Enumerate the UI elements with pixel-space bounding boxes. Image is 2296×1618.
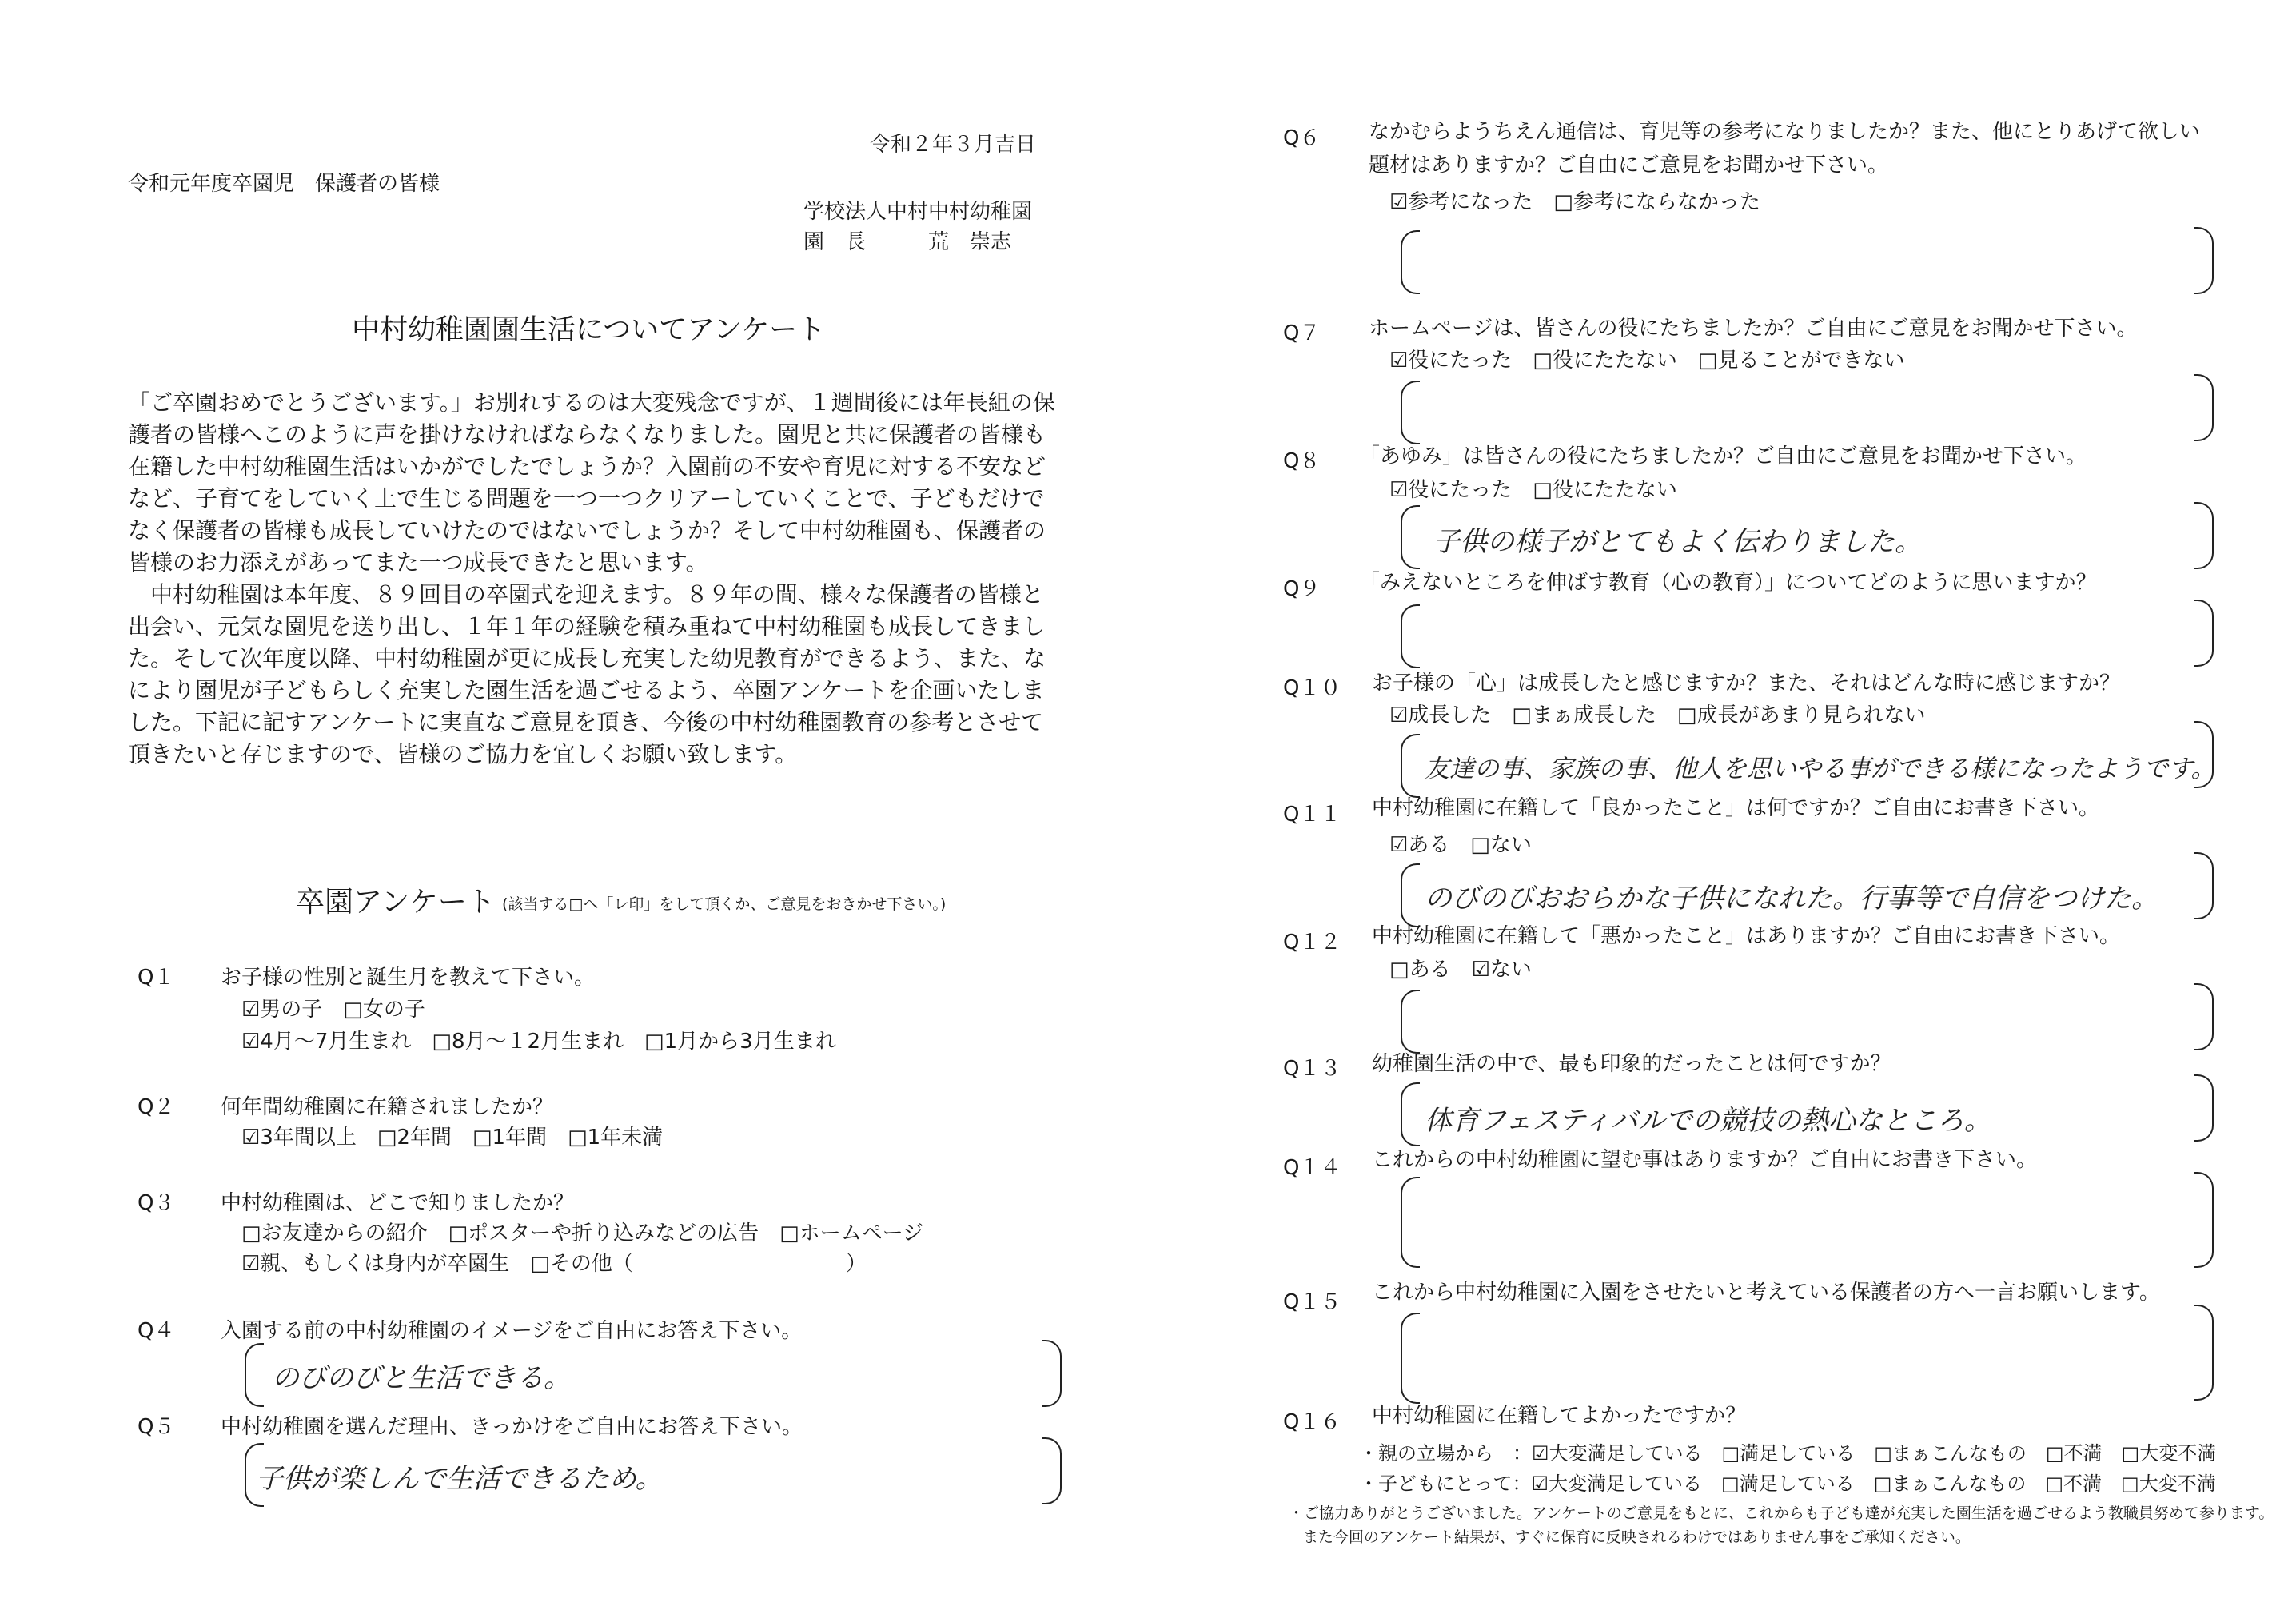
footer-line-1: ・ご協力ありがとうございました。アンケートのご意見をもとに、これからも子ども達が充実した園生活を過ごせるよう教職員努めて参ります。 (1289, 1504, 2274, 1522)
q16-number: Q１６ (1283, 1410, 1341, 1434)
q9-question: 「みえないところを伸ばす教育（心の教育）」についてどのように思いますか？ (1359, 571, 2097, 595)
q9-bracket-right (2194, 600, 2214, 667)
q12-bracket-right (2194, 983, 2214, 1050)
q7-number: Q７ (1283, 321, 1321, 345)
q4-bracket-left (245, 1343, 264, 1407)
principal-name: 園 長 荒 崇志 (803, 230, 1012, 254)
q2-options[interactable]: ☑3年間以上 □2年間 □1年間 □1年未満 (241, 1126, 664, 1150)
q6-question-line2: 題材はありますか？ご自由にご意見をお聞かせ下さい。 (1369, 153, 1889, 177)
q12-options[interactable]: □ある ☑ない (1389, 958, 1532, 982)
q13-number: Q１３ (1283, 1057, 1341, 1081)
q15-number: Q１５ (1283, 1290, 1341, 1314)
q4-number: Q４ (138, 1319, 175, 1343)
q6-bracket-right (2194, 227, 2214, 294)
q1-question: お子様の性別と誕生月を教えて下さい。 (221, 966, 596, 990)
survey-heading: 卒園アンケート (296, 886, 496, 919)
q1-number: Q１ (138, 966, 175, 990)
q9-number: Q９ (1283, 577, 1321, 601)
q1-birth-options[interactable]: ☑4月～7月生まれ □8月～１2月生まれ □1月から3月生まれ (241, 1030, 836, 1054)
q3-options-1[interactable]: □お友達からの紹介 □ポスターや折り込みなどの広告 □ホームページ (241, 1221, 924, 1245)
q10-question: お子様の「心」は成長したと感じますか？また、それはどんな時に感じますか？ (1372, 672, 2121, 695)
q11-bracket-right (2194, 852, 2214, 919)
q13-answer[interactable]: 体育フェスティバルでの競技の熱心なところ。 (1425, 1105, 1991, 1137)
footer-line-2: また今回のアンケート結果が、すぐに保育に反映されるわけではありません事をご承知ください。 (1303, 1528, 1971, 1546)
q11-question: 中村幼稚園に在籍して「良かったこと」は何ですか？ご自由にお書き下さい。 (1372, 796, 2100, 820)
q15-question: これから中村幼稚園に入園をさせたいと考えている保護者の方へ一言お願いします。 (1372, 1281, 2160, 1305)
school-name: 学校法人中村中村幼稚園 (803, 200, 1033, 224)
q2-question: 何年間幼稚園に在籍されましたか？ (221, 1095, 554, 1119)
q13-bracket-right (2194, 1074, 2214, 1142)
date: 令和２年３月吉日 (870, 133, 1037, 157)
q11-answer[interactable]: のびのびおおらかな子供になれた。行事等で自信をつけた。 (1425, 883, 2158, 915)
q6-question-line1: なかむらようちえん通信は、育児等の参考になりましたか？また、他にとりあげて欲しい (1369, 120, 2201, 144)
q13-question: 幼稚園生活の中で、最も印象的だったことは何ですか？ (1372, 1052, 1891, 1076)
q14-bracket-left (1401, 1177, 1420, 1268)
q5-bracket-right (1042, 1437, 1062, 1504)
q5-question: 中村幼稚園を選んだ理由、きっかけをご自由にお答え下さい。 (221, 1415, 803, 1439)
q16-child-options[interactable]: ・子どもにとって：☑大変満足している □満足している □まぁこんなもの □不満 □大変不満 (1359, 1473, 2216, 1495)
q8-bracket-left (1401, 505, 1420, 569)
q6-bracket-left (1401, 230, 1420, 294)
q10-number: Q１０ (1283, 676, 1341, 700)
q12-question: 中村幼稚園に在籍して「悪かったこと」はありますか？ご自由にお書き下さい。 (1372, 924, 2121, 948)
q5-number: Q５ (138, 1415, 175, 1439)
q3-number: Q３ (138, 1191, 175, 1215)
intro-text (128, 387, 1065, 771)
q8-options[interactable]: ☑役にたった □役にたたない (1389, 478, 1677, 502)
q5-answer[interactable]: 子供が楽しんで生活できるため。 (256, 1463, 663, 1495)
q10-answer[interactable]: 友達の事、家族の事、他人を思いやる事ができる様になったようです。 (1425, 755, 2216, 783)
q7-bracket-right (2194, 374, 2214, 441)
q4-question: 入園する前の中村幼稚園のイメージをご自由にお答え下さい。 (221, 1319, 803, 1343)
q16-question: 中村幼稚園に在籍してよかったですか？ (1372, 1404, 1747, 1428)
intro-paragraph-2: 中村幼稚園は本年度、８９回目の卒園式を迎えます。８９年の間、様々な保護者の皆様と出会い、元気な園児を送り出し、１年１年の経験を積み重ねて中村幼稚園も成長してきました。そして次年度以降、中村幼稚園が更に成長し充実した幼児教育ができるよう、また、なにより園児が子どもらしく充実した園生活を過ごせるよう、卒園アンケートを企画いたしました。下記に記すアンケートに実直なご意見を頂き、今後の中村幼稚園教育の参考とさせて頂きたいと存じますので、皆様のご協力を宜しくお願い致します。 (128, 581, 1046, 767)
q11-options[interactable]: ☑ある □ない (1389, 833, 1532, 857)
q3-question: 中村幼稚園は、どこで知りましたか？ (221, 1191, 575, 1215)
q7-question: ホームページは、皆さんの役にたちましたか？ご自由にご意見をお聞かせ下さい。 (1369, 317, 2138, 341)
q8-bracket-right (2194, 502, 2214, 569)
q9-bracket-left (1401, 604, 1420, 668)
q11-number: Q１１ (1283, 803, 1341, 827)
q15-bracket-left (1401, 1313, 1420, 1404)
q13-bracket-left (1401, 1082, 1420, 1146)
addressee: 令和元年度卒園児 保護者の皆様 (128, 172, 440, 196)
survey-instruction: (該当する□へ「レ印」をして頂くか、ご意見をおきかせ下さい。) (502, 895, 947, 913)
q11-bracket-left (1401, 863, 1420, 927)
q3-options-2[interactable]: ☑親、もしくは身内が卒園生 □その他（ (241, 1252, 633, 1276)
q8-number: Q８ (1283, 449, 1321, 473)
q7-bracket-left (1401, 381, 1420, 444)
page-title: 中村幼稚園園生活についてアンケート (352, 314, 826, 346)
q14-number: Q１４ (1283, 1156, 1341, 1180)
q10-bracket-left (1401, 734, 1420, 798)
intro-paragraph-1: 「ご卒園おめでとうございます。」お別れするのは大変残念ですが、１週間後には年長組の保護者の皆様へこのように声を掛けなければならなくなりました。園児と共に保護者の皆様も在籍した中村幼稚園生活はいかがでしたでしょうか？入園前の不安や育児に対する不安などなど、子育てをしていく上で生じる問題を一つ一つクリアーしていくことで、子どもだけでなく保護者の皆様も成長していけたのではないでしょうか？そして中村幼稚園も、保護者の皆様のお力添えがあってまた一つ成長できたと思います。 (128, 389, 1055, 576)
q2-number: Q２ (138, 1095, 175, 1119)
q14-question: これからの中村幼稚園に望む事はありますか？ご自由にお書き下さい。 (1372, 1148, 2038, 1172)
q4-bracket-right (1042, 1340, 1062, 1407)
q4-answer[interactable]: のびのびと生活できる。 (272, 1362, 571, 1394)
q3-close-paren: ） (846, 1252, 867, 1276)
q8-question: 「あゆみ」は皆さんの役にたちましたか？ご自由にご意見をお聞かせ下さい。 (1359, 444, 2087, 468)
q6-number: Q６ (1283, 126, 1321, 150)
q15-bracket-right (2194, 1305, 2214, 1401)
q16-parent-options[interactable]: ・親の立場から ：☑大変満足している □満足している □まぁこんなもの □不満 □大変不満 (1359, 1442, 2217, 1465)
q12-number: Q１２ (1283, 931, 1341, 954)
q8-answer[interactable]: 子供の様子がとてもよく伝わりました。 (1433, 526, 1922, 558)
q1-gender-options[interactable]: ☑男の子 □女の子 (241, 998, 425, 1022)
q12-bracket-left (1401, 990, 1420, 1054)
q14-bracket-right (2194, 1172, 2214, 1268)
q7-options[interactable]: ☑役にたった □役にたたない □見ることができない (1389, 349, 1905, 373)
q6-options[interactable]: ☑参考になった □参考にならなかった (1389, 190, 1760, 214)
q10-options[interactable]: ☑成長した □まぁ成長した □成長があまり見られない (1389, 703, 1926, 727)
